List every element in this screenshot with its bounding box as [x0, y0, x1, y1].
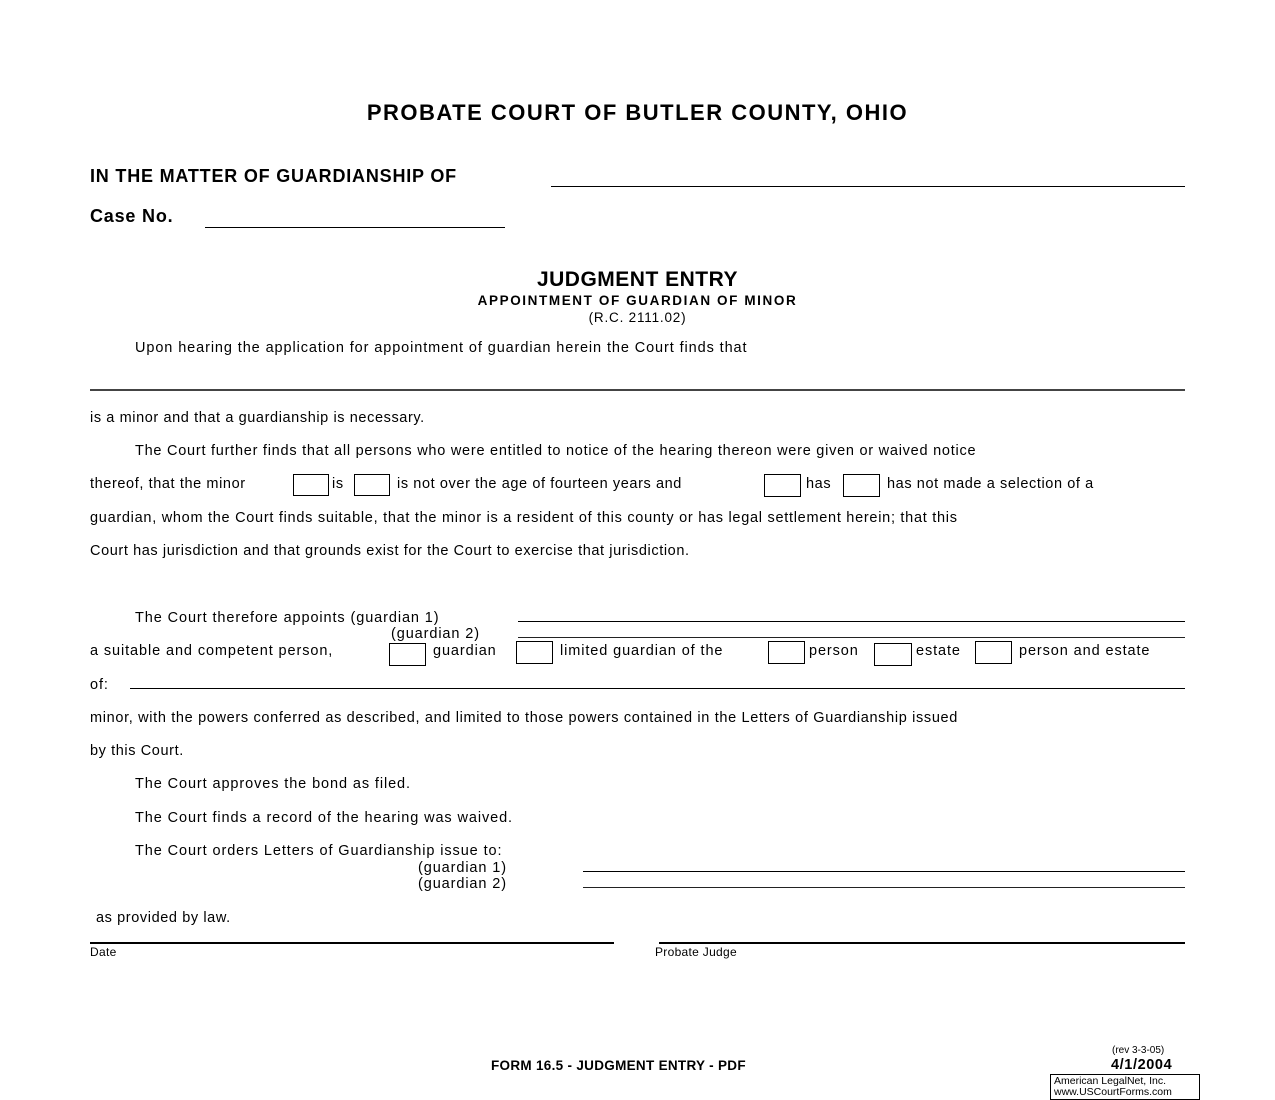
letters-guardian-2-field[interactable]	[583, 868, 1185, 888]
publisher-stamp	[1050, 1074, 1200, 1100]
statute-reference: (R.C. 2111.02)	[588, 310, 687, 325]
age-is-checkbox[interactable]	[293, 474, 329, 496]
scope-person-checkbox[interactable]	[768, 641, 805, 664]
age-is-not-label: is not over the age of fourteen years and	[397, 476, 682, 492]
document-title: JUDGMENT ENTRY	[536, 268, 739, 291]
scope-person-and-estate-label: person and estate	[1019, 643, 1151, 659]
type-guardian-label: guardian	[433, 643, 497, 659]
closing-statement: as provided by law.	[96, 910, 231, 926]
case-number-label: Case No.	[90, 206, 174, 226]
type-limited-guardian-label: limited guardian of the	[560, 643, 724, 659]
age-is-not-checkbox[interactable]	[354, 474, 390, 496]
letters-guardian-2-underline	[583, 887, 1185, 888]
notice-line-3: guardian, whom the Court finds suitable, that the minor is a resident of this county or has legal settlement herein; that this	[90, 510, 958, 526]
findings-intro: Upon hearing the application for appointment of guardian herein the Court finds that	[135, 340, 748, 356]
record-waived-order: The Court finds a record of the hearing was waived.	[135, 810, 513, 826]
date-label: Date	[90, 945, 117, 959]
minor-name-underline	[90, 389, 1185, 391]
powers-line-2: by this Court.	[90, 743, 184, 759]
selection-has-not-checkbox[interactable]	[843, 474, 880, 497]
bond-order: The Court approves the bond as filed.	[135, 776, 411, 792]
minor-of-underline	[130, 688, 1185, 689]
suitable-person-prefix: a suitable and competent person,	[90, 643, 334, 659]
date-underline	[90, 942, 614, 944]
date-field[interactable]	[90, 922, 614, 942]
selection-has-label: has	[806, 476, 832, 492]
notice-line-2-prefix: thereof, that the minor	[90, 476, 246, 492]
guardian-2-field[interactable]	[518, 619, 1185, 639]
selection-has-not-label: has not made a selection of a	[887, 476, 1094, 492]
scope-estate-checkbox[interactable]	[874, 643, 912, 666]
revision-label: (rev 3-3-05)	[1112, 1045, 1165, 1056]
age-is-label: is	[332, 476, 344, 492]
scope-person-label: person	[809, 643, 859, 659]
form-date: 4/1/2004	[1111, 1057, 1173, 1073]
court-title: PROBATE COURT OF BUTLER COUNTY, OHIO	[366, 100, 909, 125]
type-guardian-checkbox[interactable]	[389, 643, 426, 666]
scope-estate-label: estate	[916, 643, 961, 659]
guardian-2-underline	[518, 637, 1185, 638]
case-number-underline	[205, 227, 505, 228]
notice-line-4: Court has jurisdiction and that grounds exist for the Court to exercise that jurisdiction.	[90, 543, 690, 559]
publisher-name: American LegalNet, Inc.	[1054, 1075, 1167, 1087]
publisher-website[interactable]: www.USCourtForms.com	[1054, 1086, 1172, 1098]
matter-name-field[interactable]	[551, 166, 1185, 186]
of-label: of:	[90, 677, 109, 693]
scope-person-and-estate-checkbox[interactable]	[975, 641, 1012, 664]
type-limited-guardian-checkbox[interactable]	[516, 641, 553, 664]
minor-of-field[interactable]	[130, 668, 1185, 688]
powers-line-1: minor, with the powers conferred as described, and limited to those powers contained in the Letters of Guardianship issued	[90, 710, 958, 726]
letters-guardian-1-label: (guardian 1)	[418, 860, 507, 876]
letters-guardian-2-label: (guardian 2)	[418, 876, 507, 892]
minor-name-field[interactable]	[90, 369, 1185, 389]
selection-has-checkbox[interactable]	[764, 474, 801, 497]
document-subtitle: APPOINTMENT OF GUARDIAN OF MINOR	[477, 293, 798, 308]
case-number-field[interactable]	[205, 207, 505, 227]
appointment-intro: The Court therefore appoints (guardian 1)	[135, 610, 440, 626]
minor-statement: is a minor and that a guardianship is necessary.	[90, 410, 425, 426]
judge-label: Probate Judge	[655, 945, 737, 959]
judge-signature-field[interactable]	[659, 922, 1185, 942]
form-title: FORM 16.5 - JUDGMENT ENTRY - PDF	[491, 1058, 746, 1073]
notice-line-1: The Court further finds that all persons who were entitled to notice of the hearing thereon were given or waived notice	[135, 443, 977, 459]
guardian-2-label: (guardian 2)	[391, 626, 480, 642]
matter-label: IN THE MATTER OF GUARDIANSHIP OF	[90, 166, 457, 186]
letters-order: The Court orders Letters of Guardianship issue to:	[135, 843, 503, 859]
matter-name-underline	[551, 186, 1185, 187]
judge-signature-underline	[659, 942, 1185, 944]
